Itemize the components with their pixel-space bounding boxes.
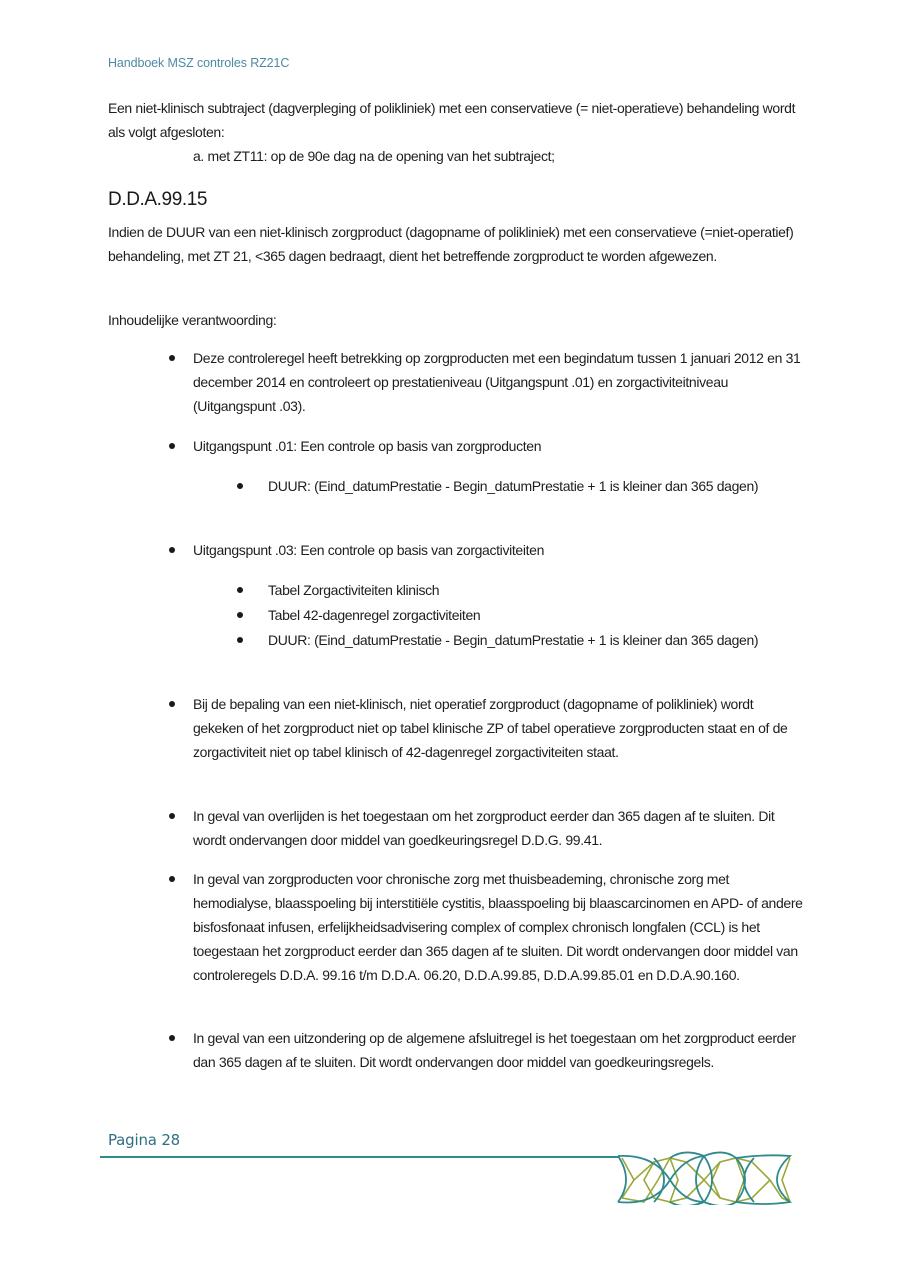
bullet-text: Deze controleregel heeft betrekking op zorgproducten met een begindatum tussen 1 januari 2012 en 31 december 2014 en controleert op prestatieniveau (Uitgangspunt .01) en zorgactiviteitniveau (Uitgangspunt .03). [193, 350, 801, 414]
bullet-text: Uitgangspunt .03: Een controle op basis van zorgactiviteiten [193, 542, 545, 558]
sub-bullet-text: Tabel Zorgactiviteiten klinisch [268, 582, 440, 598]
bullet-item [193, 804, 803, 852]
section-heading: D.D.A.99.15 [108, 189, 208, 210]
bullet-icon [169, 701, 175, 707]
intro-paragraph: Een niet-klinisch subtraject (dagverpleging of polikliniek) met een conservatieve (= niet-operatieve) behandeling wordt als volgt afgesloten: [108, 100, 796, 140]
sub-bullet-item [268, 474, 803, 498]
bullet-icon [237, 637, 243, 643]
intro-item-a: a. met ZT11: op de 90e dag na de opening van het subtraject; [193, 148, 555, 164]
celtic-knot-ornament-icon [614, 1150, 794, 1205]
sub-bullet-item [268, 603, 803, 627]
sub-bullet-item [268, 628, 803, 652]
bullet-icon [169, 876, 175, 882]
justification-label: Inhoudelijke verantwoording: [108, 312, 277, 328]
bullet-item [193, 692, 803, 764]
bullet-text: Uitgangspunt .01: Een controle op basis van zorgproducten [193, 438, 542, 454]
page-number: Pagina 28 [108, 1131, 181, 1149]
sub-bullet-text: DUUR: (Eind_datumPrestatie - Begin_datumPrestatie + 1 is kleiner dan 365 dagen) [268, 632, 759, 648]
bullet-item [193, 538, 803, 562]
bullet-icon [169, 355, 175, 361]
bullet-text: In geval van zorgproducten voor chronische zorg met thuisbeademing, chronische zorg met hemodialyse, blaasspoeling bij interstitiële cystitis, blaasspoeling bij blaascarcinomen en APD- of andere bisfosfonaat infusen, erfelijkheidsadvisering complex of complex chronisch longfalen (CCL) is het toegestaan het zorgproduct eerder dan 365 dagen af te sluiten. Dit wordt ondervangen door middel van controleregels D.D.A. 99.16 t/m D.D.A. 06.20, D.D.A.99.85, D.D.A.99.85.01 en D.D.A.90.160. [193, 871, 803, 983]
bullet-icon [169, 443, 175, 449]
section-description: Indien de DUUR van een niet-klinisch zorgproduct (dagopname of polikliniek) met een conservatieve (=niet-operatief) behandeling, met ZT 21, <365 dagen bedraagt, dient het betreffende zorgproduct te worden afgewezen. [108, 224, 794, 264]
running-header: Handboek MSZ controles RZ21C [108, 56, 290, 70]
bullet-item [193, 867, 803, 987]
bullet-icon [237, 612, 243, 618]
bullet-text: In geval van een uitzondering op de algemene afsluitregel is het toegestaan om het zorgproduct eerder dan 365 dagen af te sluiten. Dit wordt ondervangen door middel van goedkeuringsregels. [193, 1030, 796, 1070]
bullet-text: Bij de bepaling van een niet-klinisch, niet operatief zorgproduct (dagopname of polikliniek) wordt gekeken of het zorgproduct niet op tabel klinische ZP of tabel operatieve zorgproducten staat en of de zorgactiviteit niet op tabel klinisch of 42-dagenregel zorgactiviteiten staat. [193, 696, 788, 760]
bullet-item [193, 346, 803, 418]
sub-bullet-text: DUUR: (Eind_datumPrestatie - Begin_datumPrestatie + 1 is kleiner dan 365 dagen) [268, 478, 759, 494]
sub-bullet-item [268, 578, 803, 602]
bullet-item [193, 434, 803, 458]
sub-bullet-text: Tabel 42-dagenregel zorgactiviteiten [268, 607, 481, 623]
bullet-icon [237, 483, 243, 489]
bullet-icon [169, 813, 175, 819]
footer-divider [100, 1156, 620, 1158]
bullet-icon [169, 1035, 175, 1041]
bullet-icon [237, 587, 243, 593]
bullet-text: In geval van overlijden is het toegestaan om het zorgproduct eerder dan 365 dagen af te sluiten. Dit wordt ondervangen door middel van goedkeuringsregel D.D.G. 99.41. [193, 808, 775, 848]
bullet-item [193, 1026, 803, 1074]
bullet-icon [169, 547, 175, 553]
